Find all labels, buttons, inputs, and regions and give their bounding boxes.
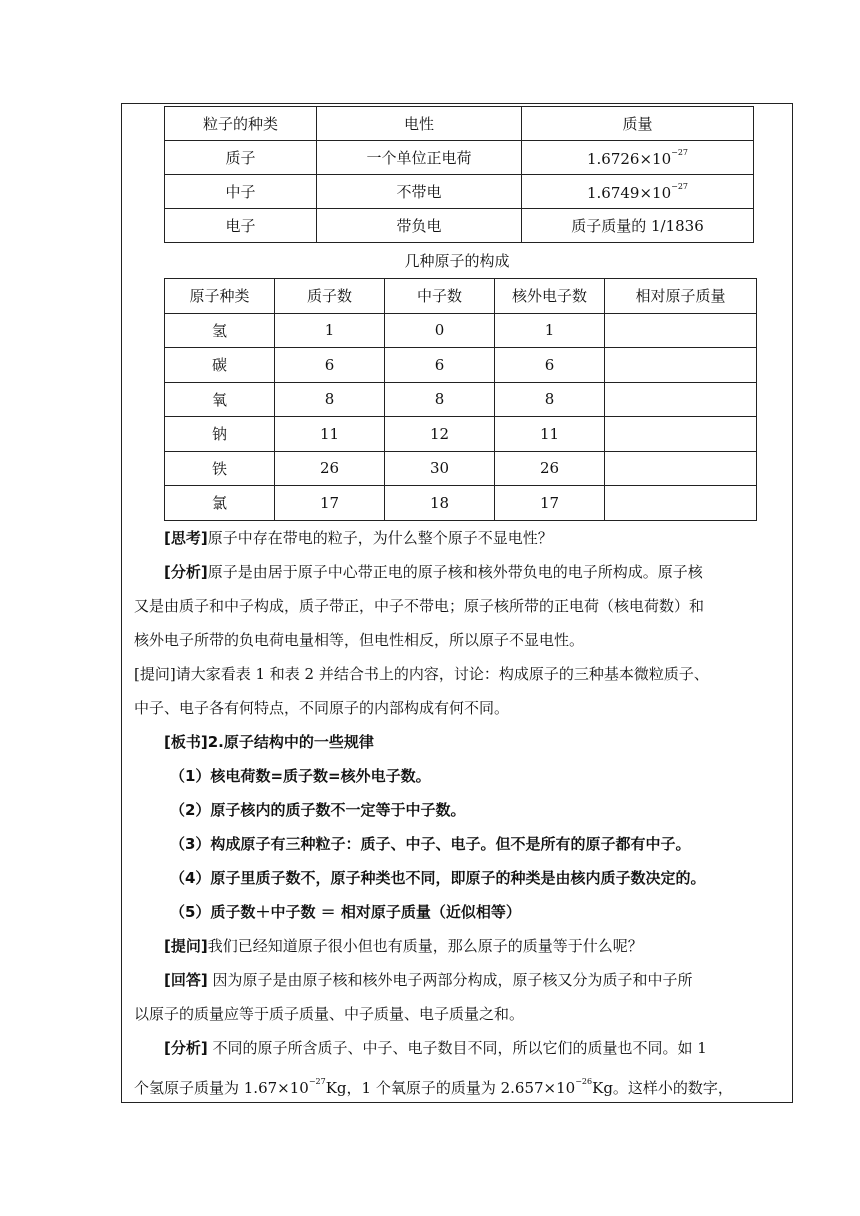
table-row (165, 486, 757, 521)
table-cell: 钠 (165, 417, 275, 452)
rule-item: （2）原子核内的质子数不一定等于中子数。 (170, 801, 466, 819)
table-cell: 1 (275, 313, 385, 348)
table-cell: 26 (495, 451, 605, 486)
table-header-row (165, 279, 757, 314)
particle-charge: 不带电 (317, 175, 522, 209)
particle-table (164, 106, 754, 243)
mass-exponent: −27 (671, 147, 689, 157)
particle-charge: 带负电 (317, 209, 522, 243)
table-cell: 17 (495, 486, 605, 521)
table-row (165, 451, 757, 486)
table-row (165, 313, 757, 348)
particle-mass: 质子质量的 1/1836 (522, 209, 754, 243)
particle-name: 中子 (165, 175, 317, 209)
table-cell (605, 382, 757, 417)
table-cell (605, 417, 757, 452)
table-cell (605, 451, 757, 486)
think-text: 原子中存在带电的粒子，为什么整个原子不显电性？ (207, 529, 553, 547)
table-cell (605, 313, 757, 348)
table-cell: 11 (495, 417, 605, 452)
analysis-line (134, 555, 816, 589)
answer-text: 因为原子是由原子核和核外电子两部分构成，原子核又分为质子和中子所 (207, 971, 693, 989)
think-paragraph (134, 521, 816, 555)
table-cell (605, 486, 757, 521)
table-row (165, 417, 757, 452)
question-text: 我们已经知道原子很小但也有质量，那么原子的质量等于什么呢？ (207, 937, 643, 955)
table-row (165, 141, 754, 175)
table-header-row (165, 107, 754, 141)
table-header-cell: 原子种类 (165, 279, 275, 314)
think-tag: [思考] (164, 529, 208, 547)
table-cell: 0 (385, 313, 495, 348)
analysis-line (134, 1031, 816, 1065)
table-header-cell: 质子数 (275, 279, 385, 314)
table-cell: 铁 (165, 451, 275, 486)
table-cell: 氧 (165, 382, 275, 417)
answer-line (134, 963, 816, 997)
table-row (165, 348, 757, 383)
exponent: −27 (308, 1077, 326, 1086)
exponent: −26 (575, 1077, 593, 1086)
question-tag: [提问] (164, 937, 208, 955)
particle-name: 电子 (165, 209, 317, 243)
board-heading (134, 725, 816, 759)
rule-item: （5）质子数＋中子数 ＝ 相对原子质量（近似相等） (170, 903, 521, 921)
particle-mass (522, 141, 754, 175)
atom-composition-table (164, 278, 757, 521)
table-cell: 氢 (165, 313, 275, 348)
table-cell: 18 (385, 486, 495, 521)
mass-base: 1.6726×10 (586, 149, 672, 168)
particle-mass (522, 175, 754, 209)
analysis-text: Kg。这样小的数字， (592, 1079, 733, 1097)
board-tag: [板书] (164, 733, 208, 751)
table-cell: 30 (385, 451, 495, 486)
question-line: 中子、电子各有何特点，不同原子的内部构成有何不同。 (134, 699, 510, 717)
analysis-text: 个氢原子质量为 1.67×10 (134, 1079, 309, 1097)
analysis-line: 核外电子所带的负电荷电量相等，但电性相反，所以原子不显电性。 (134, 631, 585, 649)
board-title: 2.原子结构中的一些规律 (207, 733, 374, 751)
mass-exponent: −27 (671, 181, 689, 191)
table-cell: 氯 (165, 486, 275, 521)
table-cell: 8 (495, 382, 605, 417)
table-header-cell: 核外电子数 (495, 279, 605, 314)
answer-line: 以原子的质量应等于质子质量、中子质量、电子质量之和。 (134, 1005, 525, 1023)
answer-tag: [回答] (164, 971, 208, 989)
table-row (165, 382, 757, 417)
analysis-line (134, 1065, 786, 1105)
lesson-frame (121, 103, 793, 1103)
table-row (165, 209, 754, 243)
table-header-cell: 相对原子质量 (605, 279, 757, 314)
table-cell: 8 (275, 382, 385, 417)
analysis-text: 原子是由居于原子中心带正电的原子核和核外带负电的电子所构成。原子核 (207, 563, 703, 581)
table-row (165, 175, 754, 209)
atom-table-caption: 几种原子的构成 (404, 252, 510, 270)
table-cell: 碳 (165, 348, 275, 383)
question-paragraph (134, 929, 816, 963)
question-line: [提问]请大家看表 1 和表 2 并结合书上的内容，讨论：构成原子的三种基本微粒质子、 (134, 665, 709, 683)
table-cell: 8 (385, 382, 495, 417)
particle-charge: 一个单位正电荷 (317, 141, 522, 175)
mass-base: 1.6749×10 (586, 183, 672, 202)
analysis-line: 又是由质子和中子构成，质子带正，中子不带电；原子核所带的正电荷（核电荷数）和 (134, 597, 705, 615)
table-header-cell: 粒子的种类 (165, 107, 317, 141)
table-cell: 6 (275, 348, 385, 383)
table-header-cell: 中子数 (385, 279, 495, 314)
table-cell: 12 (385, 417, 495, 452)
table-cell (605, 348, 757, 383)
particle-name: 质子 (165, 141, 317, 175)
rule-item: （3）构成原子有三种粒子：质子、中子、电子。但不是所有的原子都有中子。 (170, 835, 691, 853)
analysis-text: Kg，1 个氧原子的质量为 2.657×10 (325, 1079, 576, 1097)
table-cell: 1 (495, 313, 605, 348)
rule-item: （4）原子里质子数不，原子种类也不同，即原子的种类是由核内质子数决定的。 (170, 869, 706, 887)
rule-item: （1）核电荷数=质子数=核外电子数。 (170, 767, 431, 785)
analysis-tag: [分析] (164, 563, 208, 581)
table-cell: 11 (275, 417, 385, 452)
table-cell: 26 (275, 451, 385, 486)
table-cell: 6 (495, 348, 605, 383)
table-cell: 17 (275, 486, 385, 521)
table-cell: 6 (385, 348, 495, 383)
analysis-tag: [分析] (164, 1039, 208, 1057)
table-header-cell: 质量 (522, 107, 754, 141)
analysis-text: 不同的原子所含质子、中子、电子数目不同，所以它们的质量也不同。如 1 (207, 1039, 707, 1057)
table-header-cell: 电性 (317, 107, 522, 141)
